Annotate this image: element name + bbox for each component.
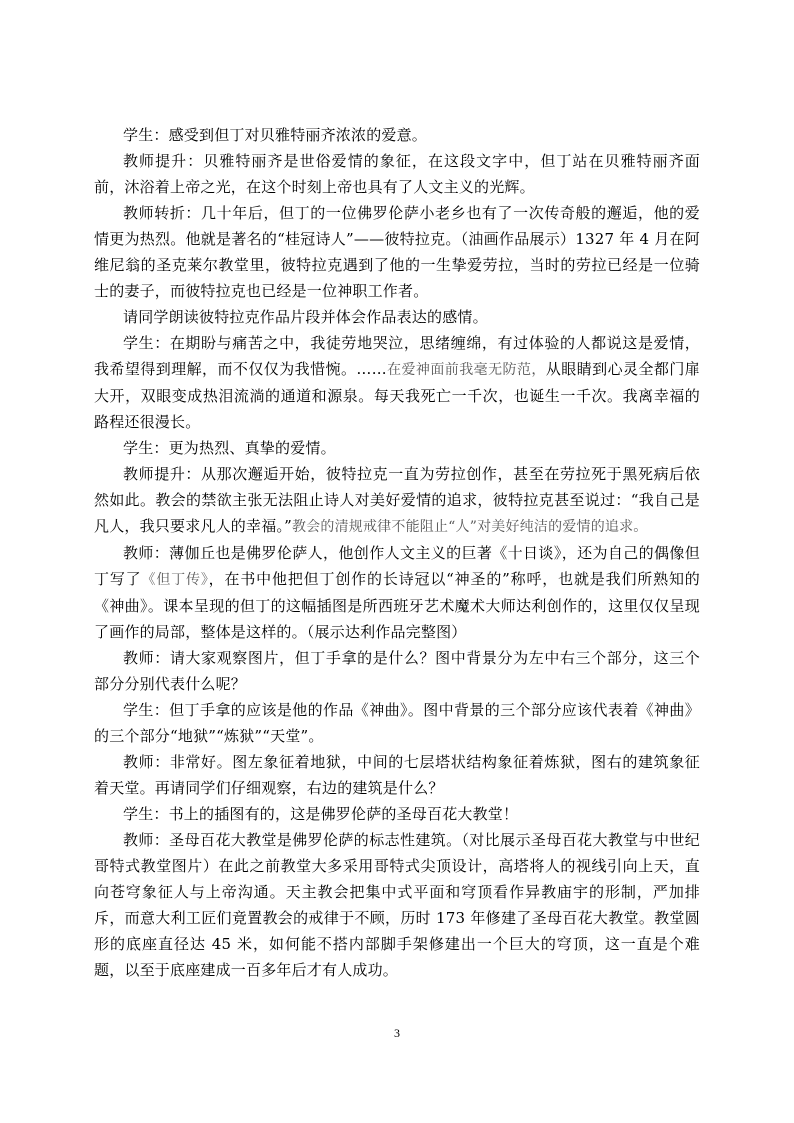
paragraph-7 [94, 461, 700, 540]
page-number: 3 [394, 1026, 400, 1040]
paragraph-3 [94, 200, 700, 304]
paragraph-1 [94, 122, 700, 148]
paragraph-11 [94, 749, 700, 801]
speaker-label: 教师： [123, 649, 170, 667]
paragraph-gray-text: 教会的清规戒律不能阻止“人”对美好纯洁的爱情的追求。 [291, 519, 648, 535]
speaker-label: 学生： [123, 126, 169, 144]
speaker-label: 教师： [123, 831, 170, 849]
paragraph-6 [94, 435, 700, 461]
speaker-label: 学生： [123, 805, 169, 823]
paragraph-text-continued: ，在书中他把但丁创作的长诗冠以“神圣的”称呼，也就是我们所熟知的《神曲》。课本呈现的但丁的这幅插图是所西班牙艺术魔术大师达利创作的，这里仅仅呈现了画作的局部，整体是这样的。（展示达利作品完整图） [94, 570, 700, 641]
speaker-label: 教师转折： [123, 204, 202, 222]
paragraph-text: 几十年后，但丁的一位佛罗伦萨小老乡也有了一次传奇般的邂逅，他的爱情更为热烈。他就是著名的“桂冠诗人”——彼特拉克。（油画作品展示）1327 年 4 月在阿维尼翁的圣克莱尔教堂里，彼特拉克遇到了他的一生挚爱劳拉，当时的劳拉已经是一位骑士的妻子，而彼特拉克也已经是一位神职工作者。 [94, 204, 700, 300]
speaker-label: 教师： [123, 753, 170, 771]
speaker-label: 教师提升： [123, 152, 204, 170]
paragraph-text-continued: 从眼睛到心灵全都门扉大开，双眼变成热泪流淌的通道和源泉。每天我死亡一千次，也诞生一千次。我离幸福的路程还很漫长。 [94, 360, 701, 431]
paragraph-2 [94, 148, 700, 200]
paragraph-text: 请大家观察图片，但丁手拿的是什么？图中背景分为左中右三个部分，这三个部分分别代表什么呢？ [94, 649, 700, 693]
paragraph-text: 在期盼与痛苦之中，我徒劳地哭泣，思绪缠绵，有过体验的人都说这是爱情，我希望得到理解，而不仅仅为我惜惋。…… [94, 334, 700, 378]
paragraph-text: 但丁手拿的应该是他的作品《神曲》。图中背景的三个部分应该代表着《神曲》的三个部分“地狱”“炼狱”“天堂”。 [94, 701, 700, 745]
paragraph-gray-text: 在爱神面前我毫无防范， [386, 362, 546, 378]
paragraph-text: 圣母百花大教堂是佛罗伦萨的标志性建筑。（对比展示圣母百花大教堂与中世纪哥特式教堂图片）在此之前教堂大多采用哥特式尖顶设计，高塔将人的视线引向上天，直向苍穹象征人与上帝沟通。天主教会把集中式平面和穹顶看作异教庙宇的形制，严加排斥，而意大利工匠们竟置教会的戒律于不顾，历时 173 年修建了圣母百花大教堂。教堂圆形的底座直径达 45 米，如何能不搭内部脚手架修建出一个巨大的穹顶，这一直是个难题，以至于底座建成一百多年后才有人成功。 [94, 831, 700, 979]
paragraph-text: 贝雅特丽齐是世俗爱情的象征，在这段文字中，但丁站在贝雅特丽齐面前，沐浴着上帝之光，在这个时刻上帝也具有了人文主义的光辉。 [94, 152, 700, 196]
paragraph-text: 请同学朗读彼特拉克作品片段并体会作品表达的感情。 [123, 308, 488, 326]
paragraph-text: 薄伽丘也是佛罗伦萨人，他创作人文主义的巨著《十日谈》，还为自己的偶像但丁写了 [94, 544, 700, 588]
paragraph-gray-text: 《但丁传》 [141, 572, 209, 588]
document-body [94, 122, 700, 983]
paragraph-text: 从那次邂逅开始，彼特拉克一直为劳拉创作，甚至在劳拉死于黑死病后依然如此。教会的禁欲主张无法阻止诗人对美好爱情的追求，彼特拉克甚至说过：“我自己是凡人，我只要求凡人的幸福。” [94, 465, 700, 535]
speaker-label: 教师： [123, 544, 170, 562]
paragraph-13 [94, 827, 700, 983]
paragraph-text: 感受到但丁对贝雅特丽齐浓浓的爱意。 [168, 126, 428, 144]
paragraph-text: 书上的插图有的，这是佛罗伦萨的圣母百花大教堂！ [168, 805, 519, 823]
paragraph-text: 非常好。图左象征着地狱，中间的七层塔状结构象征着炼狱，图右的建筑象征着天堂。再请同学们仔细观察，右边的建筑是什么？ [94, 753, 700, 797]
speaker-label: 学生： [123, 334, 170, 352]
paragraph-12 [94, 801, 700, 827]
speaker-label: 教师提升： [123, 465, 202, 483]
paragraph-5 [94, 330, 700, 435]
paragraph-text: 更为热烈、真挚的爱情。 [168, 439, 336, 457]
paragraph-10 [94, 697, 700, 749]
speaker-label: 学生： [123, 439, 169, 457]
paragraph-4 [94, 304, 700, 330]
speaker-label: 学生： [123, 701, 170, 719]
paragraph-9 [94, 645, 700, 697]
paragraph-8 [94, 540, 700, 645]
